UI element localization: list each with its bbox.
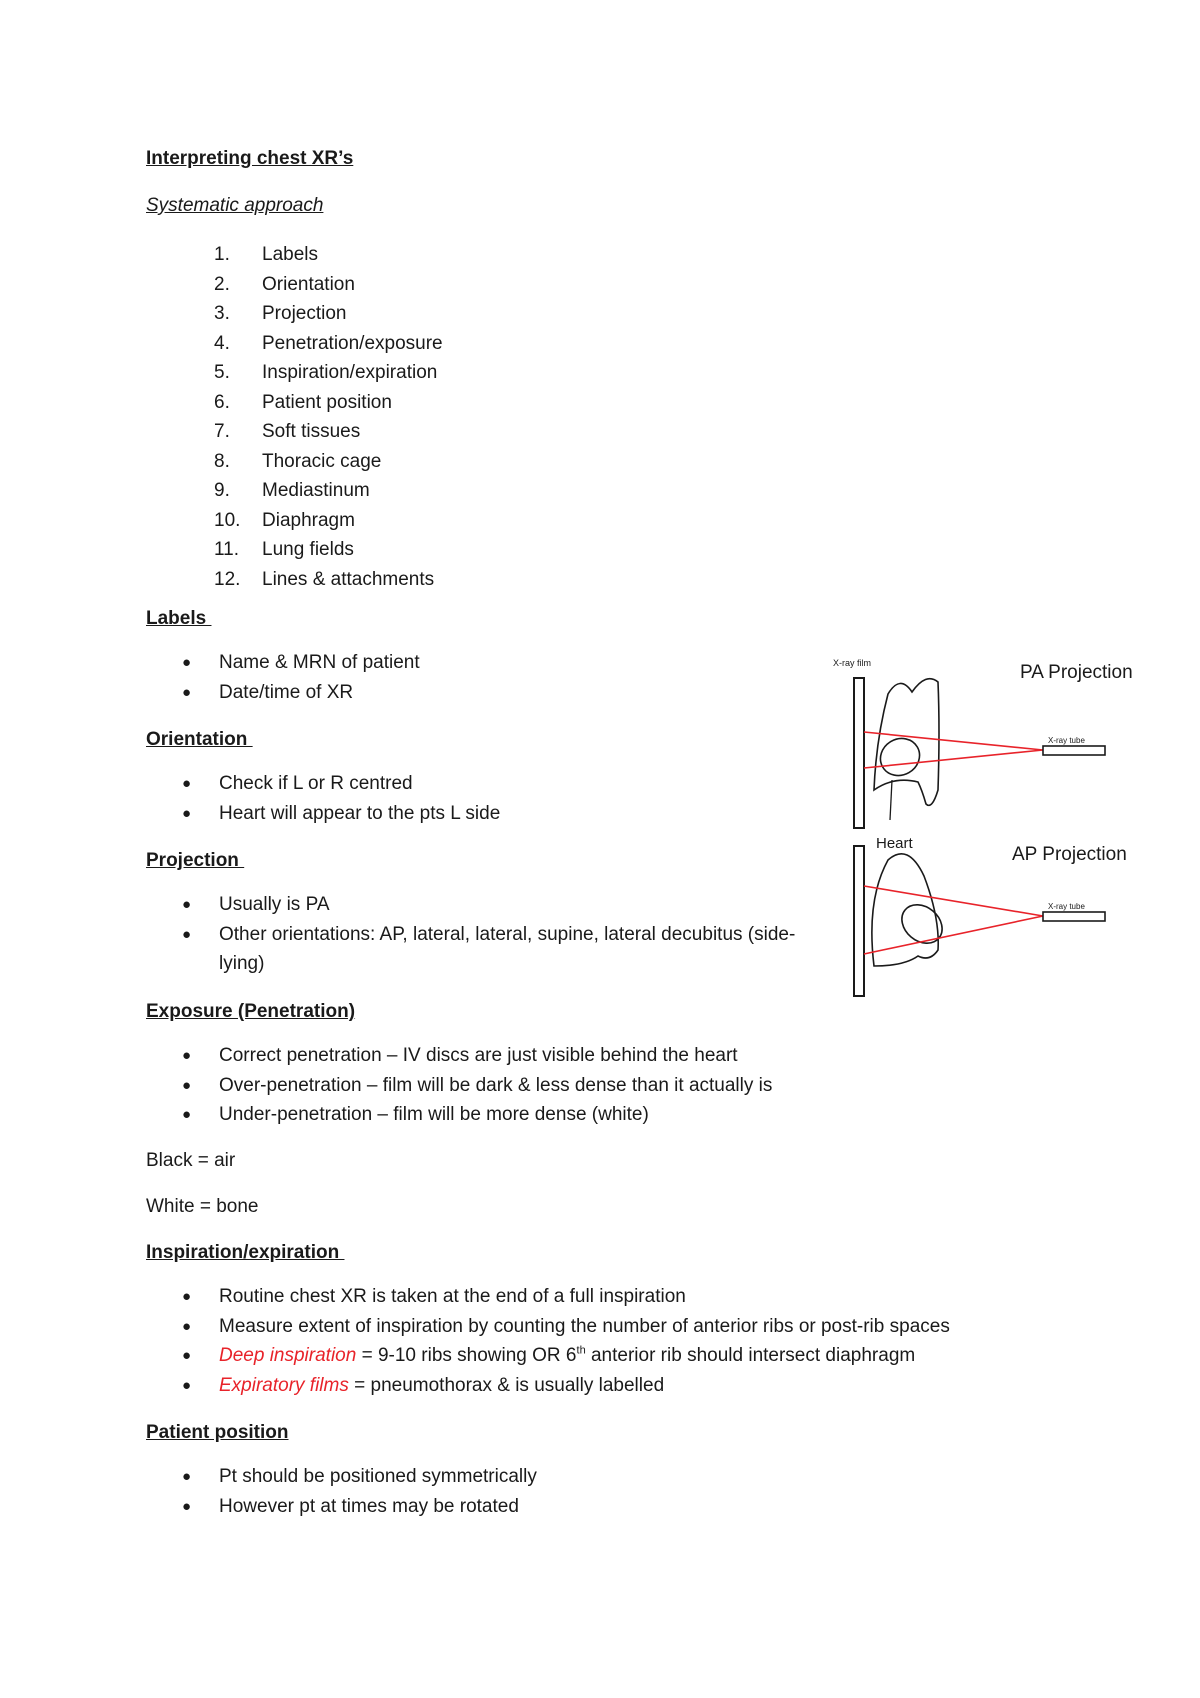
projection-diagram (830, 650, 1170, 1010)
bullet-text: Over-penetration – film will be dark & less dense than it actually is (219, 1074, 773, 1096)
bullet-item (182, 920, 809, 979)
list-number: 2. (214, 273, 230, 295)
bullet-icon: ● (182, 1047, 192, 1064)
highlight-term: Deep inspiration (219, 1345, 357, 1366)
list-item-label: Inspiration/expiration (262, 362, 438, 383)
exposure-list (182, 1041, 772, 1130)
bullet-text: However pt at times may be rotated (219, 1495, 519, 1517)
bullet-item (182, 1282, 950, 1312)
list-number: 12. (214, 568, 241, 590)
labels-heading: Labels (146, 608, 212, 629)
list-item-label: Orientation (262, 273, 355, 295)
bullet-item (182, 1462, 537, 1492)
bullet-icon: ● (182, 1076, 192, 1094)
bullet-icon: ● (182, 1106, 192, 1123)
xray-tube-label: X-ray tube (1048, 736, 1085, 745)
bullet-item (182, 890, 809, 920)
bullet-text: = 9-10 ribs showing OR 6 (356, 1345, 577, 1366)
list-number: 10. (214, 509, 241, 531)
exposure-heading: Exposure (Penetration) (146, 1001, 356, 1022)
bullet-text: Measure extent of inspiration by counting the number of anterior ribs or post-rib spaces (219, 1315, 950, 1337)
bullet-text: Check if L or R centred (219, 773, 413, 794)
heart-shape (874, 731, 927, 782)
bullet-text: Usually is PA (219, 894, 330, 915)
bullet-icon: ● (182, 1317, 192, 1335)
ap-projection (854, 844, 1127, 996)
list-item-label: Thoracic cage (262, 450, 382, 472)
projection-heading: Projection (146, 850, 245, 871)
bullet-item (182, 648, 420, 678)
highlight-term: Expiratory films (219, 1374, 349, 1396)
list-number: 4. (214, 332, 230, 354)
patient-position-heading: Patient position (146, 1422, 289, 1443)
bullet-item (182, 1041, 772, 1071)
systematic-approach-list (214, 240, 443, 594)
list-item (214, 506, 443, 536)
bullet-text: Other orientations: AP, lateral, lateral, supine, lateral decubitus (side-lying) (219, 923, 796, 974)
list-item-label: Soft tissues (262, 421, 361, 442)
orientation-heading: Orientation (146, 729, 253, 750)
bullet-icon: ● (182, 1468, 192, 1485)
bullet-text: anterior rib should intersect diaphragm (585, 1345, 916, 1366)
bullet-item (182, 1312, 950, 1342)
list-number: 6. (214, 391, 230, 413)
bullet-item (182, 769, 500, 799)
list-item (214, 329, 443, 359)
beam-top (864, 886, 1043, 916)
patient-position-list (182, 1462, 537, 1521)
list-number: 11. (214, 539, 240, 560)
list-item (214, 476, 443, 506)
list-item-label: Penetration/exposure (262, 332, 443, 354)
xray-film-label: X-ray film (833, 658, 871, 668)
list-number: 5. (214, 362, 230, 383)
list-item (214, 299, 443, 329)
white-note: White = bone (146, 1196, 259, 1217)
bullet-text: Under-penetration – film will be more dense (white) (219, 1104, 649, 1125)
xray-tube (1043, 746, 1105, 755)
beam-bottom (864, 750, 1043, 768)
list-item (214, 240, 443, 270)
list-item-label: Projection (262, 303, 347, 324)
list-number: 7. (214, 421, 230, 442)
bullet-text: Routine chest XR is taken at the end of a full inspiration (219, 1286, 686, 1307)
bullet-item (182, 1341, 950, 1371)
list-item-label: Mediastinum (262, 480, 370, 501)
beam-bottom (864, 916, 1043, 954)
list-item-label: Lines & attachments (262, 568, 435, 590)
heart-label: Heart (876, 835, 913, 852)
bullet-item (182, 1371, 950, 1401)
chest-outline (874, 679, 939, 806)
bullet-icon: ● (182, 1347, 192, 1364)
list-item-label: Labels (262, 244, 318, 265)
bullet-icon: ● (182, 1497, 192, 1515)
bullet-item (182, 1492, 537, 1522)
pa-projection (833, 658, 1133, 852)
bullet-item (182, 799, 500, 829)
page-subtitle: Systematic approach (146, 195, 324, 216)
bullet-icon: ● (182, 654, 192, 671)
list-item (214, 358, 443, 388)
xray-film-plate (854, 678, 864, 828)
bullet-item (182, 1100, 772, 1130)
orientation-list (182, 769, 500, 828)
bullet-icon: ● (182, 683, 192, 701)
bullet-icon: ● (182, 925, 192, 943)
bullet-text: Name & MRN of patient (219, 652, 420, 673)
list-item (214, 417, 443, 447)
list-item (214, 388, 443, 418)
xray-tube (1043, 912, 1105, 921)
list-number: 3. (214, 303, 230, 324)
black-note: Black = air (146, 1150, 236, 1171)
bullet-icon: ● (182, 896, 192, 913)
list-item-label: Lung fields (262, 539, 354, 560)
list-item (214, 447, 443, 477)
list-number: 9. (214, 480, 230, 501)
ap-projection-title: AP Projection (1012, 844, 1127, 865)
list-item-label: Patient position (262, 391, 392, 413)
page-title: Interpreting chest XR’s (146, 148, 354, 169)
list-item (214, 535, 443, 565)
bullet-icon: ● (182, 1288, 192, 1305)
bullet-text: Pt should be positioned symmetrically (219, 1466, 537, 1487)
bullet-icon: ● (182, 1376, 192, 1394)
bullet-icon: ● (182, 775, 192, 792)
bullet-text: = pneumothorax & is usually labelled (348, 1374, 665, 1396)
list-item-label: Diaphragm (262, 509, 355, 531)
pa-projection-title: PA Projection (1020, 662, 1133, 683)
bullet-item (182, 1071, 772, 1101)
bullet-item (182, 678, 420, 708)
list-item (214, 270, 443, 300)
list-number: 8. (214, 450, 230, 472)
xray-tube-label: X-ray tube (1048, 902, 1085, 911)
inspiration-heading: Inspiration/expiration (146, 1242, 345, 1263)
heart-shape (894, 897, 950, 951)
list-item (214, 565, 443, 595)
bullet-icon: ● (182, 804, 192, 822)
projection-list (182, 890, 809, 979)
labels-list (182, 648, 420, 707)
xray-film-plate (854, 846, 864, 996)
inspiration-list (182, 1282, 950, 1400)
superscript: th (576, 1344, 586, 1357)
list-number: 1. (214, 244, 230, 265)
bullet-text: Date/time of XR (219, 681, 354, 703)
bullet-text: Correct penetration – IV discs are just visible behind the heart (219, 1045, 738, 1066)
heart-pointer (890, 780, 892, 820)
bullet-text: Heart will appear to the pts L side (219, 802, 501, 824)
